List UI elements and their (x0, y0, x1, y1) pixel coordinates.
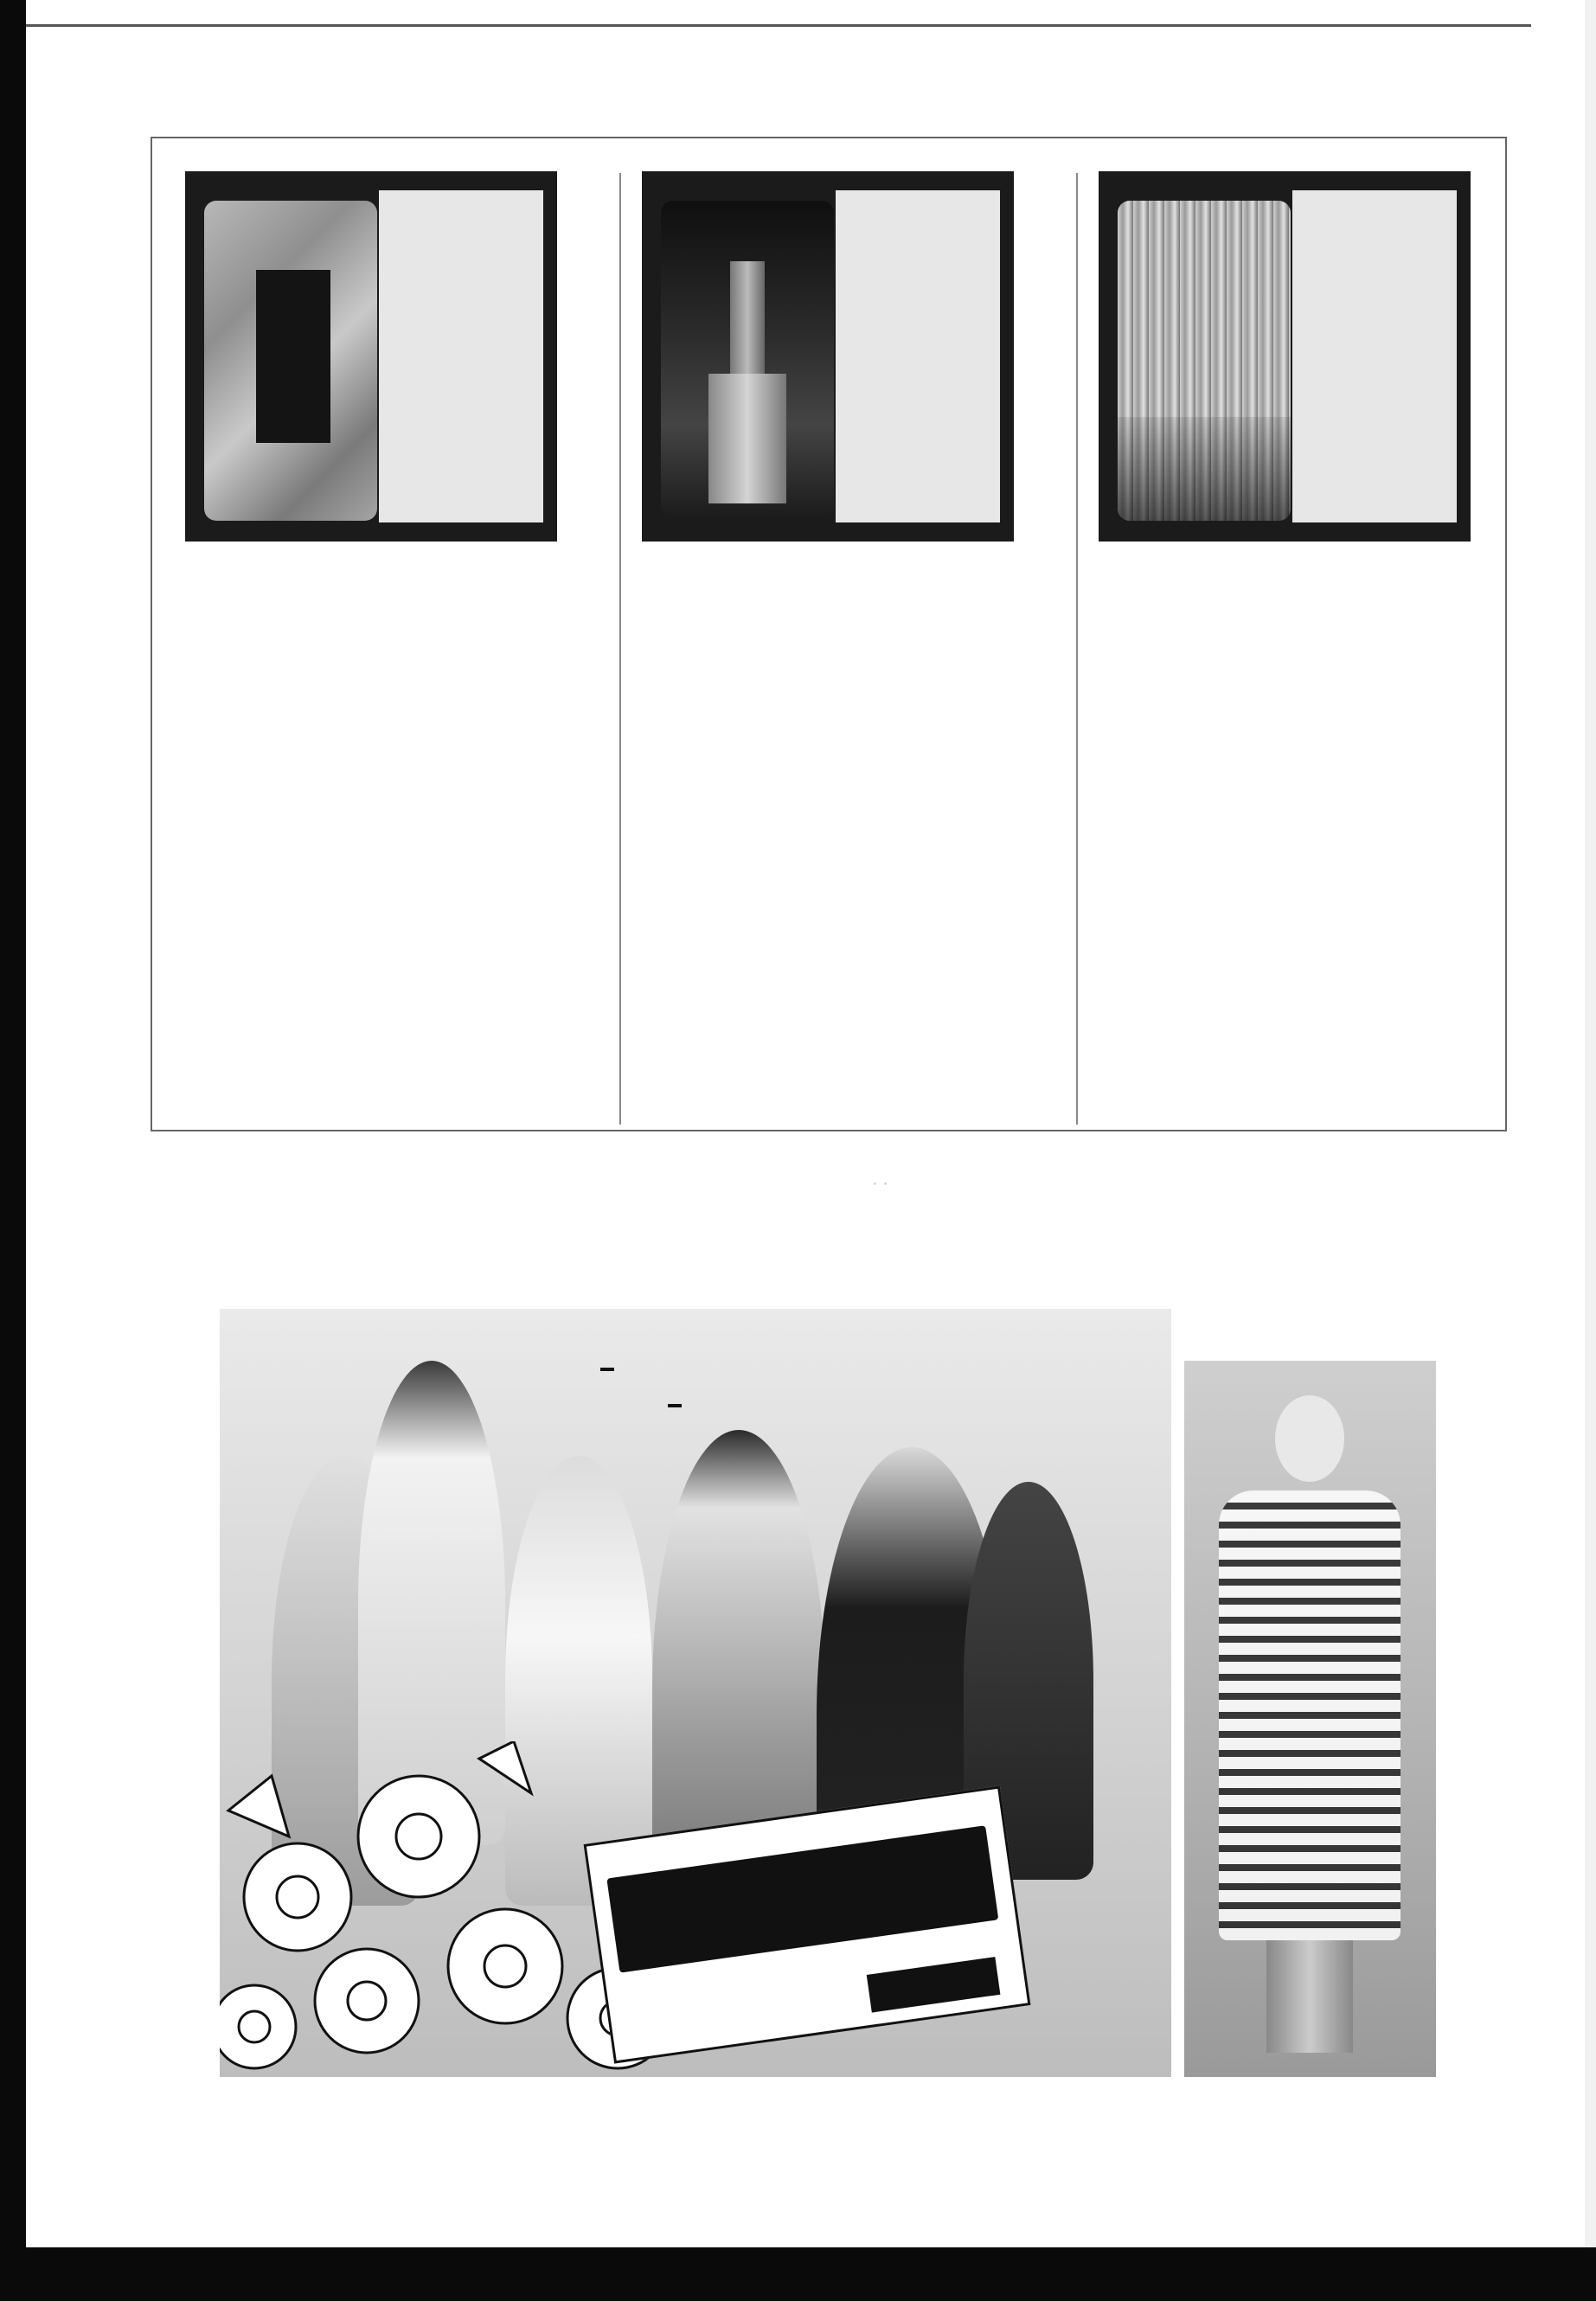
logo-name (607, 1832, 986, 1886)
cover-photo-church-tower (661, 201, 834, 521)
cd-cover (185, 171, 557, 542)
headline-mother-and-child (668, 1404, 682, 1407)
swirl-border-bottom (151, 2079, 1505, 2146)
scan-top-line (26, 24, 1531, 27)
bazuin-advertisement (151, 137, 1507, 1131)
ad-content (220, 1292, 1436, 2077)
cover-photo-organ (1118, 201, 1291, 521)
woman-photo (1184, 1361, 1436, 2077)
column-divider (619, 173, 621, 1125)
cover-panel (379, 190, 543, 522)
scan-bottom-edge (0, 2247, 1596, 2301)
cover-panel (836, 190, 1000, 522)
cd-cover (1099, 171, 1471, 542)
scan-left-edge (0, 0, 26, 2301)
column-divider (1076, 173, 1078, 1125)
logo-stamp (867, 1957, 1001, 2012)
swirl-border-top (151, 1222, 1505, 1290)
logo-banner (606, 1825, 998, 1972)
scan-speck: · · (872, 1174, 888, 1193)
headline-spring-summer-fashion (600, 1368, 614, 1371)
cd-cover (642, 171, 1014, 542)
scan-right-edge (1585, 0, 1596, 2247)
swirl-border-left (151, 1290, 218, 2079)
simons-advertisement (151, 1222, 1505, 2146)
cover-photo-stone-window (204, 201, 377, 521)
swirl-border-right (1438, 1290, 1505, 2079)
cover-panel (1292, 190, 1457, 522)
